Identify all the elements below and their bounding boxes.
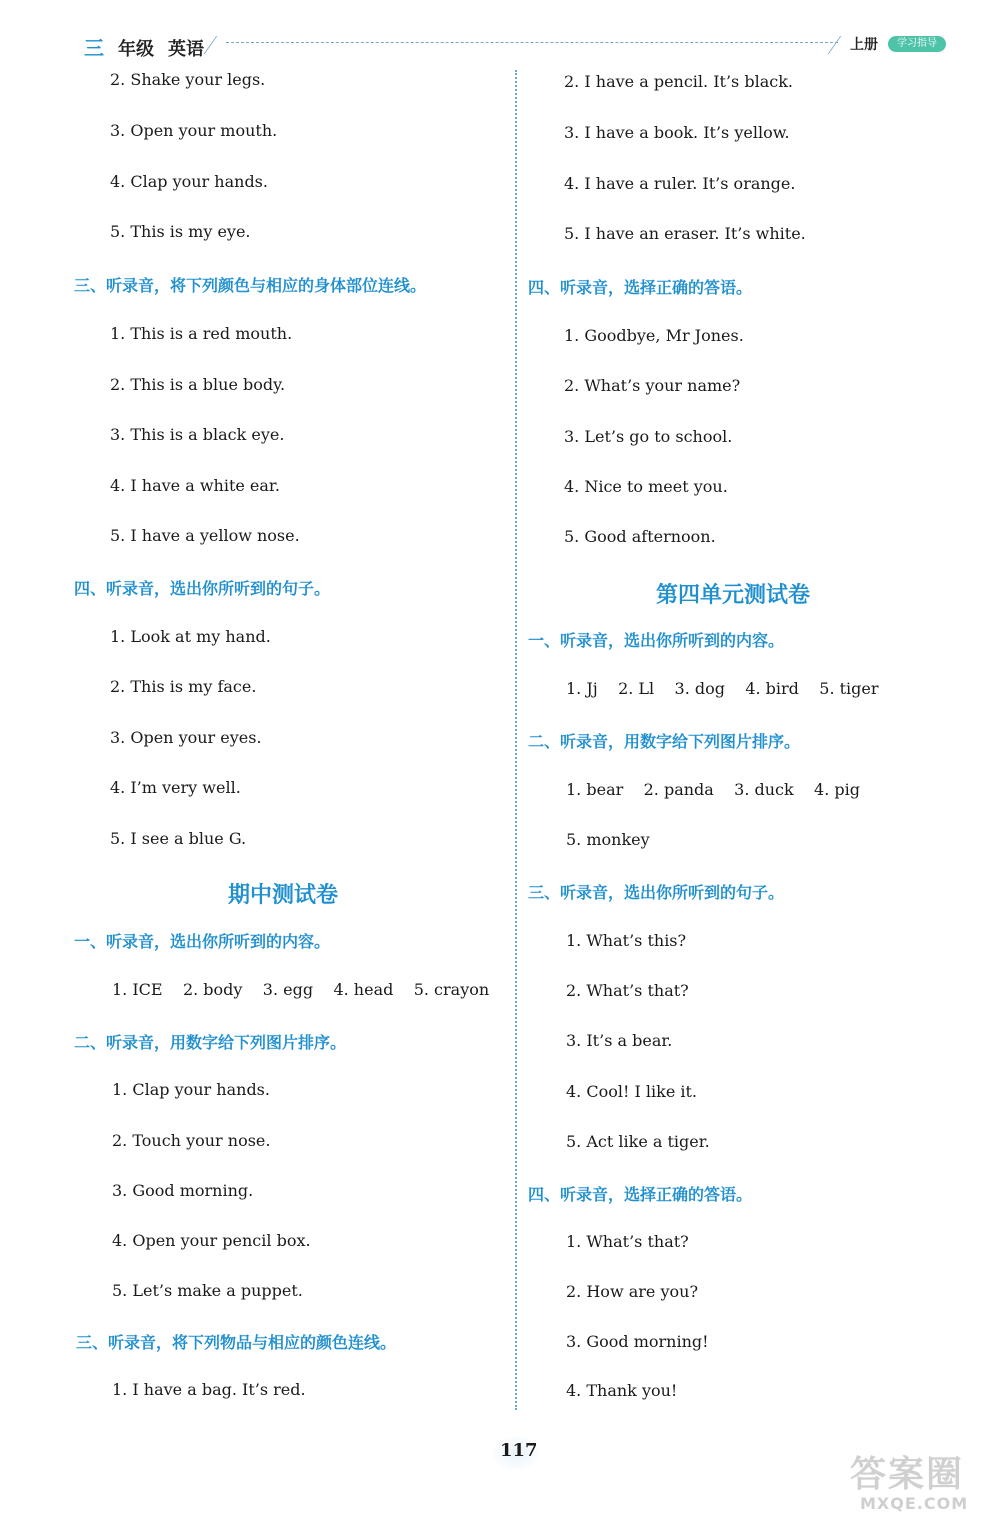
list-item: 5. Let’s make a puppet.	[112, 1281, 303, 1300]
page-number: 117	[500, 1440, 538, 1461]
list-item: 5. I see a blue G.	[110, 829, 247, 848]
section-heading: 一、听录音，选出你所听到的内容。	[528, 631, 785, 650]
list-item: 5. Good afternoon.	[564, 527, 716, 546]
list-item: 1. Look at my hand.	[110, 627, 271, 646]
list-item: 3. Let’s go to school.	[564, 427, 733, 446]
list-item: 2. This is a blue body.	[110, 375, 286, 394]
list-item: 2. How are you?	[566, 1282, 699, 1301]
list-item: 1. What’s that?	[566, 1232, 689, 1251]
list-item: 1. This is a red mouth.	[110, 324, 293, 343]
list-item: 1. Clap your hands.	[112, 1080, 270, 1099]
test-title: 期中测试卷	[228, 882, 339, 908]
section-heading: 四、听录音，选出你所听到的句子。	[74, 579, 331, 598]
list-item: 1. ICE 2. body 3. egg 4. head 5. crayon	[112, 980, 490, 999]
list-item: 4. Nice to meet you.	[564, 477, 728, 496]
header-grade-number: 三	[84, 36, 104, 60]
list-item: 3. Good morning!	[566, 1332, 709, 1351]
list-item: 3. This is a black eye.	[110, 425, 285, 444]
list-item: 3. Good morning.	[112, 1181, 254, 1200]
list-item: 2. What’s that?	[566, 981, 689, 1000]
list-item: 1. I have a bag. It’s red.	[112, 1380, 306, 1399]
list-item: 1. Goodbye, Mr Jones.	[564, 326, 744, 345]
watermark-text: 答案圈	[850, 1454, 965, 1495]
section-heading: 四、听录音，选择正确的答语。	[528, 1185, 753, 1204]
section-heading: 四、听录音，选择正确的答语。	[528, 278, 753, 297]
page-header	[0, 0, 1000, 64]
section-heading: 二、听录音，用数字给下列图片排序。	[74, 1033, 347, 1052]
list-item: 4. I’m very well.	[110, 778, 241, 797]
list-item: 4. Cool! I like it.	[566, 1082, 698, 1101]
watermark-url: MXQE.COM	[860, 1494, 969, 1513]
header-subject: 英语	[168, 39, 204, 60]
list-item: 4. Thank you!	[566, 1381, 678, 1400]
list-item: 3. Open your eyes.	[110, 728, 262, 747]
list-item: 3. I have a book. It’s yellow.	[564, 123, 790, 142]
list-item: 2. Touch your nose.	[112, 1131, 271, 1150]
section-heading: 三、听录音，将下列颜色与相应的身体部位连线。	[74, 276, 427, 295]
list-item: 1. What’s this?	[566, 931, 687, 950]
list-item: 5. monkey	[566, 830, 650, 849]
header-grade	[84, 32, 204, 61]
test-title: 第四单元测试卷	[656, 582, 811, 608]
watermark-logo	[838, 1440, 988, 1520]
list-item: 4. I have a white ear.	[110, 476, 280, 495]
header-badge: 学习指导	[888, 36, 946, 52]
column-divider	[515, 70, 517, 1410]
list-item: 5. I have a yellow nose.	[110, 526, 300, 545]
list-item: 2. This is my face.	[110, 677, 257, 696]
list-item: 2. Shake your legs.	[110, 70, 266, 89]
list-item: 1. Jj 2. Ll 3. dog 4. bird 5. tiger	[566, 679, 879, 698]
list-item: 4. Clap your hands.	[110, 172, 268, 191]
header-volume: 上册	[850, 37, 878, 53]
list-item: 3. Open your mouth.	[110, 121, 278, 140]
list-item: 2. I have a pencil. It’s black.	[564, 72, 793, 91]
section-heading: 二、听录音，用数字给下列图片排序。	[528, 732, 801, 751]
list-item: 5. I have an eraser. It’s white.	[564, 224, 806, 243]
header-slash-left	[204, 36, 236, 54]
list-item: 1. bear 2. panda 3. duck 4. pig	[566, 780, 861, 799]
list-item: 5. This is my eye.	[110, 222, 251, 241]
list-item: 3. It’s a bear.	[566, 1031, 673, 1050]
header-grade-label: 年级	[118, 39, 154, 60]
header-rule	[226, 42, 838, 43]
list-item: 5. Act like a tiger.	[566, 1132, 710, 1151]
section-heading: 三、听录音，选出你所听到的句子。	[528, 883, 785, 902]
list-item: 4. I have a ruler. It’s orange.	[564, 174, 796, 193]
list-item: 2. What’s your name?	[564, 376, 741, 395]
section-heading: 一、听录音，选出你所听到的内容。	[74, 932, 331, 951]
list-item: 4. Open your pencil box.	[112, 1231, 311, 1250]
section-heading: 三、听录音，将下列物品与相应的颜色连线。	[76, 1333, 397, 1352]
